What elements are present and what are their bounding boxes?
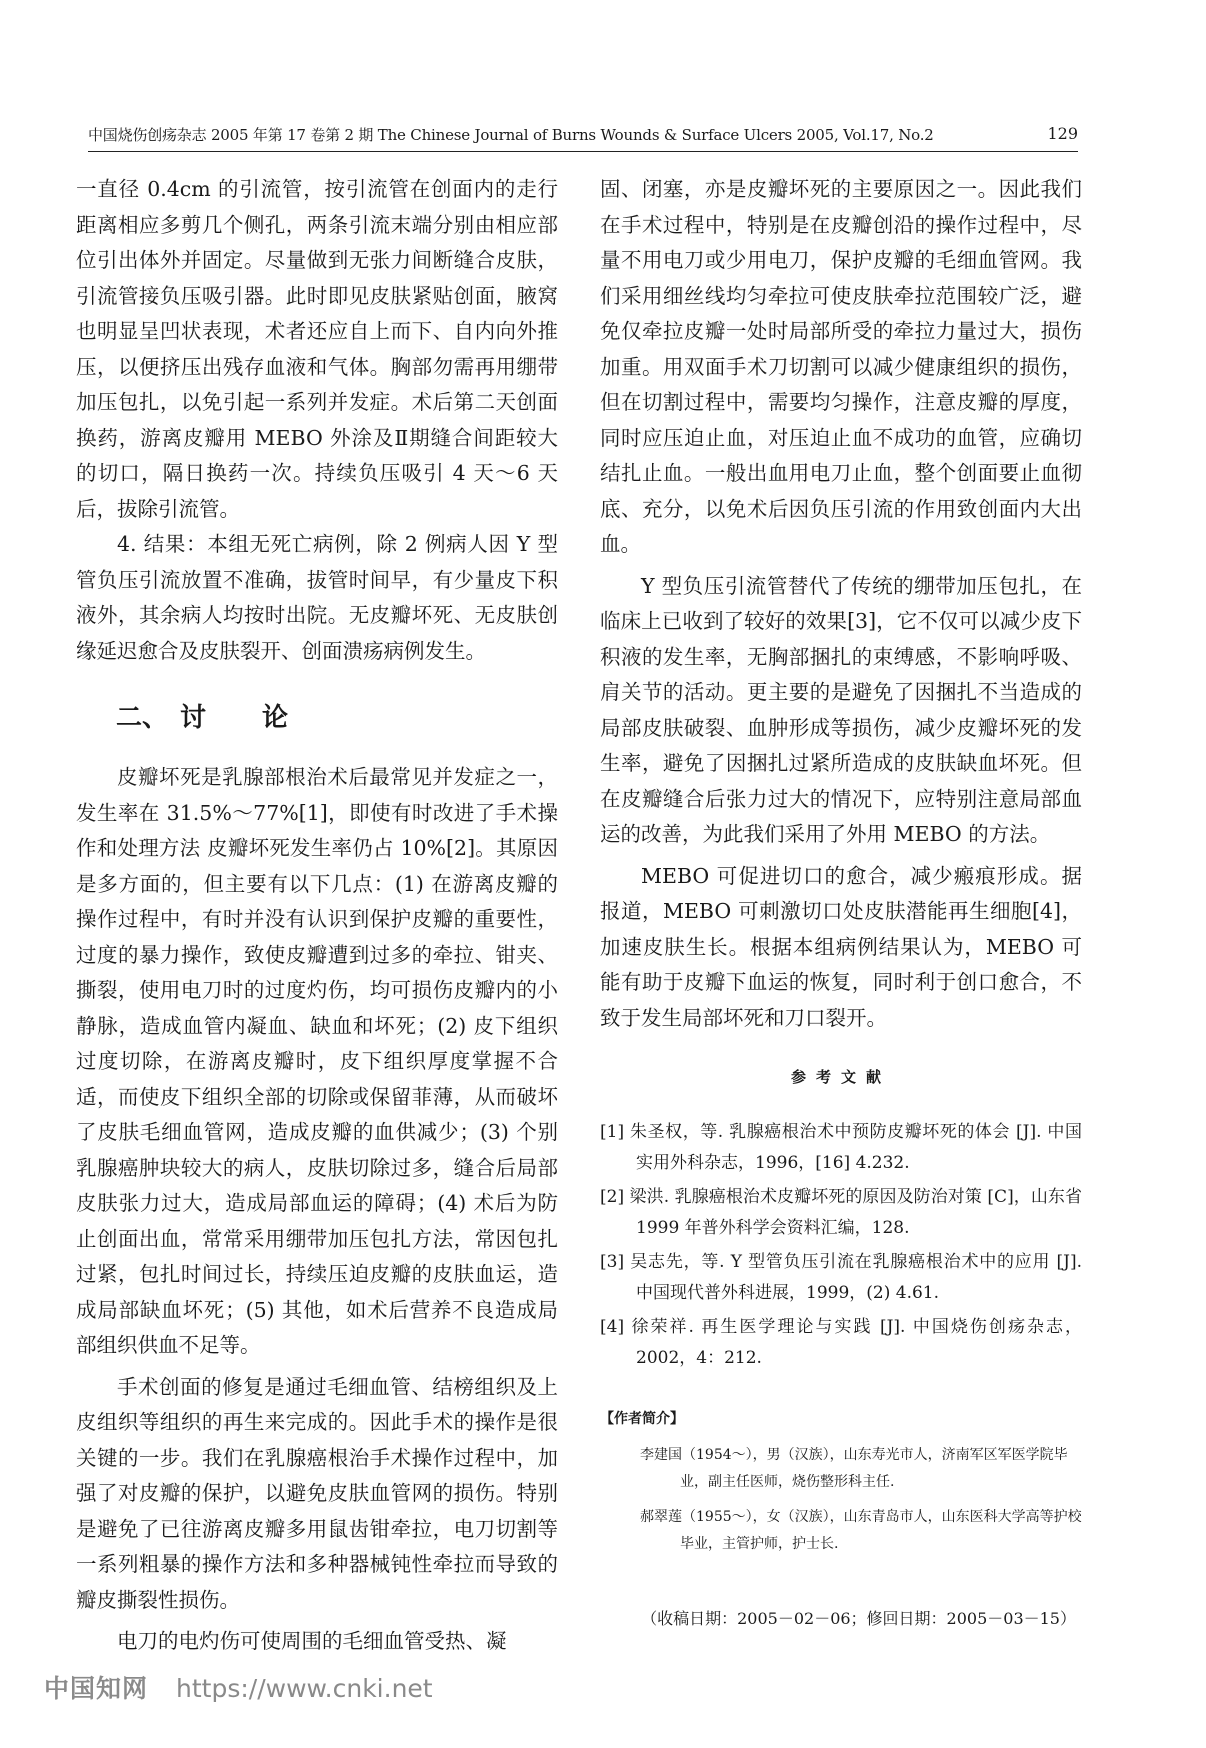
- cnki-logo: 中国知网: [44, 1674, 149, 1703]
- right-column: [600, 172, 1082, 1629]
- left-column: [76, 172, 558, 1660]
- section-word-2: 论: [262, 703, 289, 733]
- body-paragraph: MEBO 可促进切口的愈合，减少瘢痕形成。据报道，MEBO 可刺激切口处皮肤潜能再生细胞[4]，加速皮肤生长。根据本组病例结果认为，MEBO 可能有助于皮瓣下血运的恢复，同时利于创口愈合，不致于发生局部坏死和刀口裂开。: [600, 863, 1082, 1030]
- author-bio-heading: 【作者简介】: [600, 1411, 684, 1427]
- results-paragraph: 4. 结果：本组无死亡病例，除 2 例病人因 Y 型管负压引流放置不准确，拔管时间早，有少量皮下积液外，其余病人均按时出院。无皮瓣坏死、无皮肤创缘延迟愈合及皮肤裂开、创面溃疡病例发生。: [76, 532, 558, 663]
- body-paragraph: 手术创面的修复是通过毛细血管、结榜组织及上皮组织等组织的再生来完成的。因此手术的操作是很关键的一步。我们在乳腺癌根治手术操作过程中，加强了对皮瓣的保护，以避免皮肤血管网的损伤。特别是避免了已往游离皮瓣多用鼠齿钳牵拉，电刀切割等一系列粗暴的操作方法和多种器械钝性牵拉而导致的瓣皮撕裂性损伤。: [76, 1374, 558, 1612]
- body-paragraph: Y 型负压引流管替代了传统的绷带加压包扎，在临床上已收到了较好的效果[3]，它不仅可以减少皮下积液的发生率，无胸部捆扎的束缚感，不影响呼吸、肩关节的活动。更主要的是避免了因捆扎不当造成的局部皮肤破裂、血肿形成等损伤，减少皮瓣坏死的发生率，避免了因捆扎过紧所造成的皮肤缺血坏死。但在皮瓣缝合后张力过大的情况下，应特别注意局部血运的改善，为此我们采用了外用 MEBO 的方法。: [600, 573, 1082, 846]
- body-paragraph: 固、闭塞，亦是皮瓣坏死的主要原因之一。因此我们在手术过程中，特别是在皮瓣创沿的操作过程中，尽量不用电刀或少用电刀，保护皮瓣的毛细血管网。我们采用细丝线均匀牵拉可使皮肤牵拉范围较广泛，避免仅牵拉皮瓣一处时局部所受的牵拉力量过大，损伤加重。用双面手术刀切割可以减少健康组织的损伤，但在切割过程中，需要均匀操作，注意皮瓣的厚度，同时应压迫止血，对压迫止血不成功的血管，应确切结扎止血。一般出血用电刀止血，整个创面要止血彻底、充分，以免术后因负压引流的作用致创面内大出血。: [600, 177, 1082, 556]
- body-paragraph: 电刀的电灼伤可使周围的毛细血管受热、凝: [117, 1629, 507, 1653]
- section-heading-discussion: [116, 697, 558, 734]
- section-number: 二、: [116, 703, 169, 733]
- body-paragraph: 皮瓣坏死是乳腺部根治术后最常见并发症之一，发生率在 31.5%～77%[1]，即使有时改进了手术操作和处理方法 皮瓣坏死发生率仍占 10%[2]。其原因是多方面的，但主要有以下几点：(1) 在游离皮瓣的操作过程中，有时并没有认识到保护皮瓣的重要性，过度的暴力操作，致使皮瓣遭到过多的牵拉、钳夹、撕裂，使用电刀时的过度灼伤，均可损伤皮瓣内的小静脉，造成血管内凝血、缺血和坏死；(2) 皮下组织过度切除，在游离皮瓣时，皮下组织厚度掌握不合适，而使皮下组织全部的切除或保留菲薄，从而破坏了皮肤毛细血管网，造成皮瓣的血供减少；(3) 个别乳腺癌肿块较大的病人，皮肤切除过多，缝合后局部皮肤张力过大，造成局部血运的障碍；(4) 术后为防止创面出血，常常采用绷带加压包扎方法，常因包扎过紧，包扎时间过长，持续压迫皮瓣的皮肤血运，造成局部缺血坏死；(5) 其他，如术后营养不良造成局部组织供血不足等。: [76, 765, 558, 1357]
- reference-item: [4] 徐荣祥. 再生医学理论与实践 [J]. 中国烧伤创疡杂志，2002，4：212.: [600, 1317, 1082, 1368]
- source-watermark: [44, 1669, 433, 1709]
- reference-item: [2] 梁洪. 乳腺癌根治术皮瓣坏死的原因及防治对策 [C]，山东省 1999 年普外科学会资料汇编，128.: [600, 1187, 1082, 1238]
- received-revised-dates: （收稿日期：2005－02－06；修回日期：2005－03－15）: [641, 1609, 1076, 1628]
- references-list: [600, 1117, 1082, 1374]
- cnki-url[interactable]: https://www.cnki.net: [176, 1674, 433, 1703]
- author-bio: 李建国（1954～），男（汉族），山东寿光市人，济南军区军医学院毕业，副主任医师，烧伤整形科主任.: [640, 1447, 1068, 1490]
- reference-item: [1] 朱圣权，等. 乳腺癌根治术中预防皮瓣坏死的体会 [J]. 中国实用外科杂志，1996，[16] 4.232.: [600, 1122, 1082, 1173]
- author-bio: 郝翠莲（1955～），女（汉族），山东青岛市人，山东医科大学高等护校毕业，主管护师，护士长.: [640, 1509, 1082, 1552]
- reference-item: [3] 吴志先，等. Y 型管负压引流在乳腺癌根治术中的应用 [J]. 中国现代普外科进展，1999，(2) 4.61.: [600, 1252, 1082, 1303]
- references-heading: 参考文献: [790, 1068, 891, 1086]
- header-rule: [88, 151, 1078, 152]
- body-paragraph: 一直径 0.4cm 的引流管，按引流管在创面内的走行距离相应多剪几个侧孔，两条引流末端分别由相应部位引出体外并固定。尽量做到无张力间断缝合皮肤，引流管接负压吸引器。此时即见皮肤紧贴创面，腋窝也明显呈凹状表现，术者还应自上而下、自内向外推压，以便挤压出残存血液和气体。胸部勿需再用绷带加压包扎，以免引起一系列并发症。术后第二天创面换药，游离皮瓣用 MEBO 外涂及Ⅱ期缝合间距较大的切口，隔日换药一次。持续负压吸引 4 天～6 天后，拔除引流管。: [76, 177, 558, 521]
- page-number: 129: [1047, 124, 1078, 143]
- section-word-1: 讨: [180, 703, 207, 733]
- running-head-text: 中国烧伤创疡杂志 2005 年第 17 卷第 2 期 The Chinese Journal of Burns Wounds & Surface Ulcers 2005, Vol.17, No.2: [88, 126, 934, 144]
- running-header: [88, 124, 1078, 154]
